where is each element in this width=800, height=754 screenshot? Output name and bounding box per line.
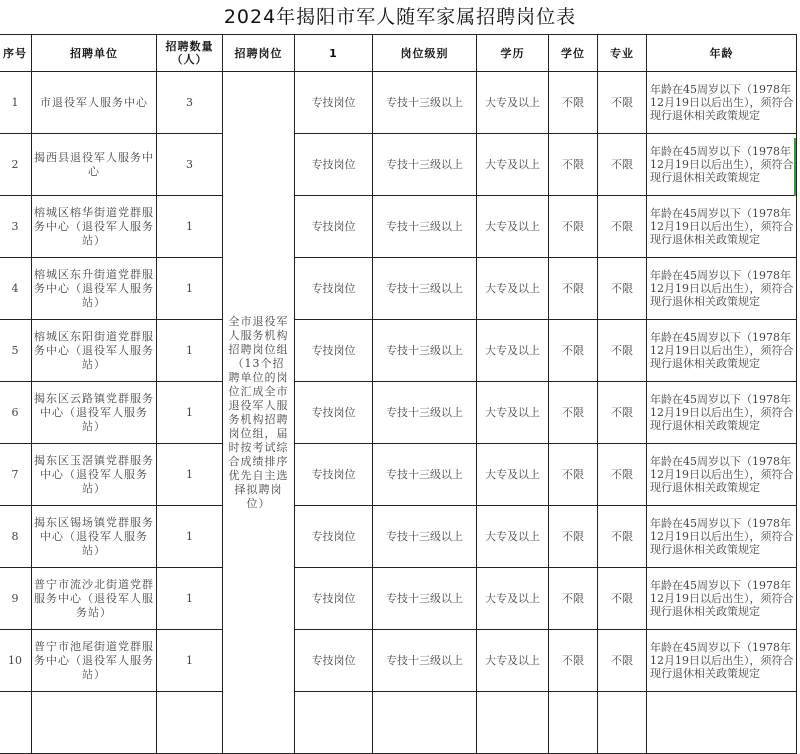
cell-empty [373,692,477,754]
cell-grade: 专技十三级以上 [373,506,477,568]
cell-empty [32,692,157,754]
cell-grade: 专技十三级以上 [373,258,477,320]
cell-major: 不限 [598,630,647,692]
table-row [0,382,797,444]
cell-major: 不限 [598,444,647,506]
table-row [0,630,797,692]
cell-major: 不限 [598,72,647,134]
cell-seq: 2 [0,134,32,196]
cell-edu: 大专及以上 [477,134,549,196]
cell-edu: 大专及以上 [477,72,549,134]
cell-empty [157,692,223,754]
cell-post-type: 专技岗位 [295,134,373,196]
cell-edu: 大专及以上 [477,568,549,630]
cell-edu: 大专及以上 [477,444,549,506]
header-edu: 学历 [477,35,549,72]
cell-post-type: 专技岗位 [295,444,373,506]
cell-grade: 专技十三级以上 [373,134,477,196]
cell-grade: 专技十三级以上 [373,630,477,692]
cell-major: 不限 [598,134,647,196]
cell-seq: 7 [0,444,32,506]
cell-grade: 专技十三级以上 [373,444,477,506]
cell-seq: 4 [0,258,32,320]
cell-age: 年龄在45周岁以下（1978年12月19日以后出生），须符合现行退休相关政策规定 [647,196,797,258]
cell-age: 年龄在45周岁以下（1978年12月19日以后出生），须符合现行退休相关政策规定 [647,568,797,630]
table-row [0,196,797,258]
cell-edu: 大专及以上 [477,320,549,382]
cell-count: 1 [157,196,223,258]
table-row [0,320,797,382]
cell-count: 3 [157,134,223,196]
cell-unit: 普宁市池尾街道党群服务中心（退役军人服务站） [32,630,157,692]
cell-seq: 3 [0,196,32,258]
cell-unit: 榕城区榕华街道党群服务中心（退役军人服务站） [32,196,157,258]
cell-unit: 普宁市流沙北街道党群服务中心（退役军人服务站） [32,568,157,630]
cell-degree: 不限 [549,196,598,258]
header-unit: 招聘单位 [32,35,157,72]
cell-post-type: 专技岗位 [295,568,373,630]
cell-post-type: 专技岗位 [295,630,373,692]
recruitment-table [0,34,797,754]
cell-age: 年龄在45周岁以下（1978年12月19日以后出生），须符合现行退休相关政策规定 [647,72,797,134]
cell-count: 1 [157,258,223,320]
cell-unit: 揭西县退役军人服务中心 [32,134,157,196]
cell-grade: 专技十三级以上 [373,72,477,134]
cell-grade: 专技十三级以上 [373,196,477,258]
cell-age: 年龄在45周岁以下（1978年12月19日以后出生），须符合现行退休相关政策规定 [647,320,797,382]
cell-count: 1 [157,320,223,382]
cell-post-type: 专技岗位 [295,382,373,444]
cell-unit: 揭东区锡场镇党群服务中心（退役军人服务站） [32,506,157,568]
cell-post-type: 专技岗位 [295,196,373,258]
cell-degree: 不限 [549,258,598,320]
cell-seq: 5 [0,320,32,382]
cell-degree: 不限 [549,134,598,196]
cell-seq: 9 [0,568,32,630]
header-col5: 1 [295,35,373,72]
cell-count: 3 [157,72,223,134]
cell-count: 1 [157,444,223,506]
cell-degree: 不限 [549,382,598,444]
cell-major: 不限 [598,196,647,258]
cell-grade: 专技十三级以上 [373,568,477,630]
page-title: 2024年揭阳市军人随军家属招聘岗位表 [223,6,577,28]
cell-empty [647,692,797,754]
cell-age: 年龄在45周岁以下（1978年12月19日以后出生），须符合现行退休相关政策规定 [647,382,797,444]
cell-age: 年龄在45周岁以下（1978年12月19日以后出生），须符合现行退休相关政策规定 [647,134,797,196]
cell-merged-post-group: 全市退役军人服务机构招聘岗位组（13个招聘单位的岗位汇成全市退役军人服务机构招聘岗位组，届时按考试综合成绩排序优先自主选择拟聘岗位） [223,72,295,754]
header-count: 招聘数量（人） [157,35,223,72]
cell-age: 年龄在45周岁以下（1978年12月19日以后出生），须符合现行退休相关政策规定 [647,444,797,506]
cell-post-type: 专技岗位 [295,320,373,382]
table-row [0,444,797,506]
cell-empty [295,692,373,754]
cell-age: 年龄在45周岁以下（1978年12月19日以后出生），须符合现行退休相关政策规定 [647,258,797,320]
cell-degree: 不限 [549,72,598,134]
cell-edu: 大专及以上 [477,258,549,320]
cell-empty [598,692,647,754]
cell-unit: 揭东区玉滘镇党群服务中心（退役军人服务站） [32,444,157,506]
cell-grade: 专技十三级以上 [373,320,477,382]
cell-count: 1 [157,568,223,630]
header-post: 招聘岗位 [223,35,295,72]
cell-edu: 大专及以上 [477,506,549,568]
cell-major: 不限 [598,506,647,568]
cell-edu: 大专及以上 [477,382,549,444]
table-row [0,134,797,196]
header-row [0,35,797,72]
cell-count: 1 [157,630,223,692]
cell-seq: 1 [0,72,32,134]
cell-edu: 大专及以上 [477,196,549,258]
cell-degree: 不限 [549,320,598,382]
header-seq: 序号 [0,35,32,72]
cell-age: 年龄在45周岁以下（1978年12月19日以后出生），须符合现行退休相关政策规定 [647,506,797,568]
cell-post-type: 专技岗位 [295,72,373,134]
header-grade: 岗位级别 [373,35,477,72]
table-row [0,506,797,568]
table-row [0,72,797,134]
cell-count: 1 [157,506,223,568]
cell-degree: 不限 [549,506,598,568]
cell-unit: 榕城区东阳街道党群服务中心（退役军人服务站） [32,320,157,382]
cell-count: 1 [157,382,223,444]
cell-major: 不限 [598,258,647,320]
header-degree: 学位 [549,35,598,72]
header-major: 专业 [598,35,647,72]
cell-degree: 不限 [549,568,598,630]
cell-seq: 8 [0,506,32,568]
cell-major: 不限 [598,568,647,630]
table-row-partial [0,692,797,754]
cell-seq: 6 [0,382,32,444]
cell-empty [549,692,598,754]
cell-empty [477,692,549,754]
cell-unit: 揭东区云路镇党群服务中心（退役军人服务站） [32,382,157,444]
cell-unit: 市退役军人服务中心 [32,72,157,134]
cell-empty [0,692,32,754]
cell-post-type: 专技岗位 [295,258,373,320]
cell-major: 不限 [598,320,647,382]
table-row [0,568,797,630]
cell-post-type: 专技岗位 [295,506,373,568]
cell-major: 不限 [598,382,647,444]
cell-age: 年龄在45周岁以下（1978年12月19日以后出生），须符合现行退休相关政策规定 [647,630,797,692]
header-age: 年龄 [647,35,797,72]
cell-degree: 不限 [549,630,598,692]
cell-degree: 不限 [549,444,598,506]
table-row [0,258,797,320]
cell-edu: 大专及以上 [477,630,549,692]
cell-seq: 10 [0,630,32,692]
cell-unit: 榕城区东升街道党群服务中心（退役军人服务站） [32,258,157,320]
cell-selection-marker [794,138,796,196]
cell-grade: 专技十三级以上 [373,382,477,444]
